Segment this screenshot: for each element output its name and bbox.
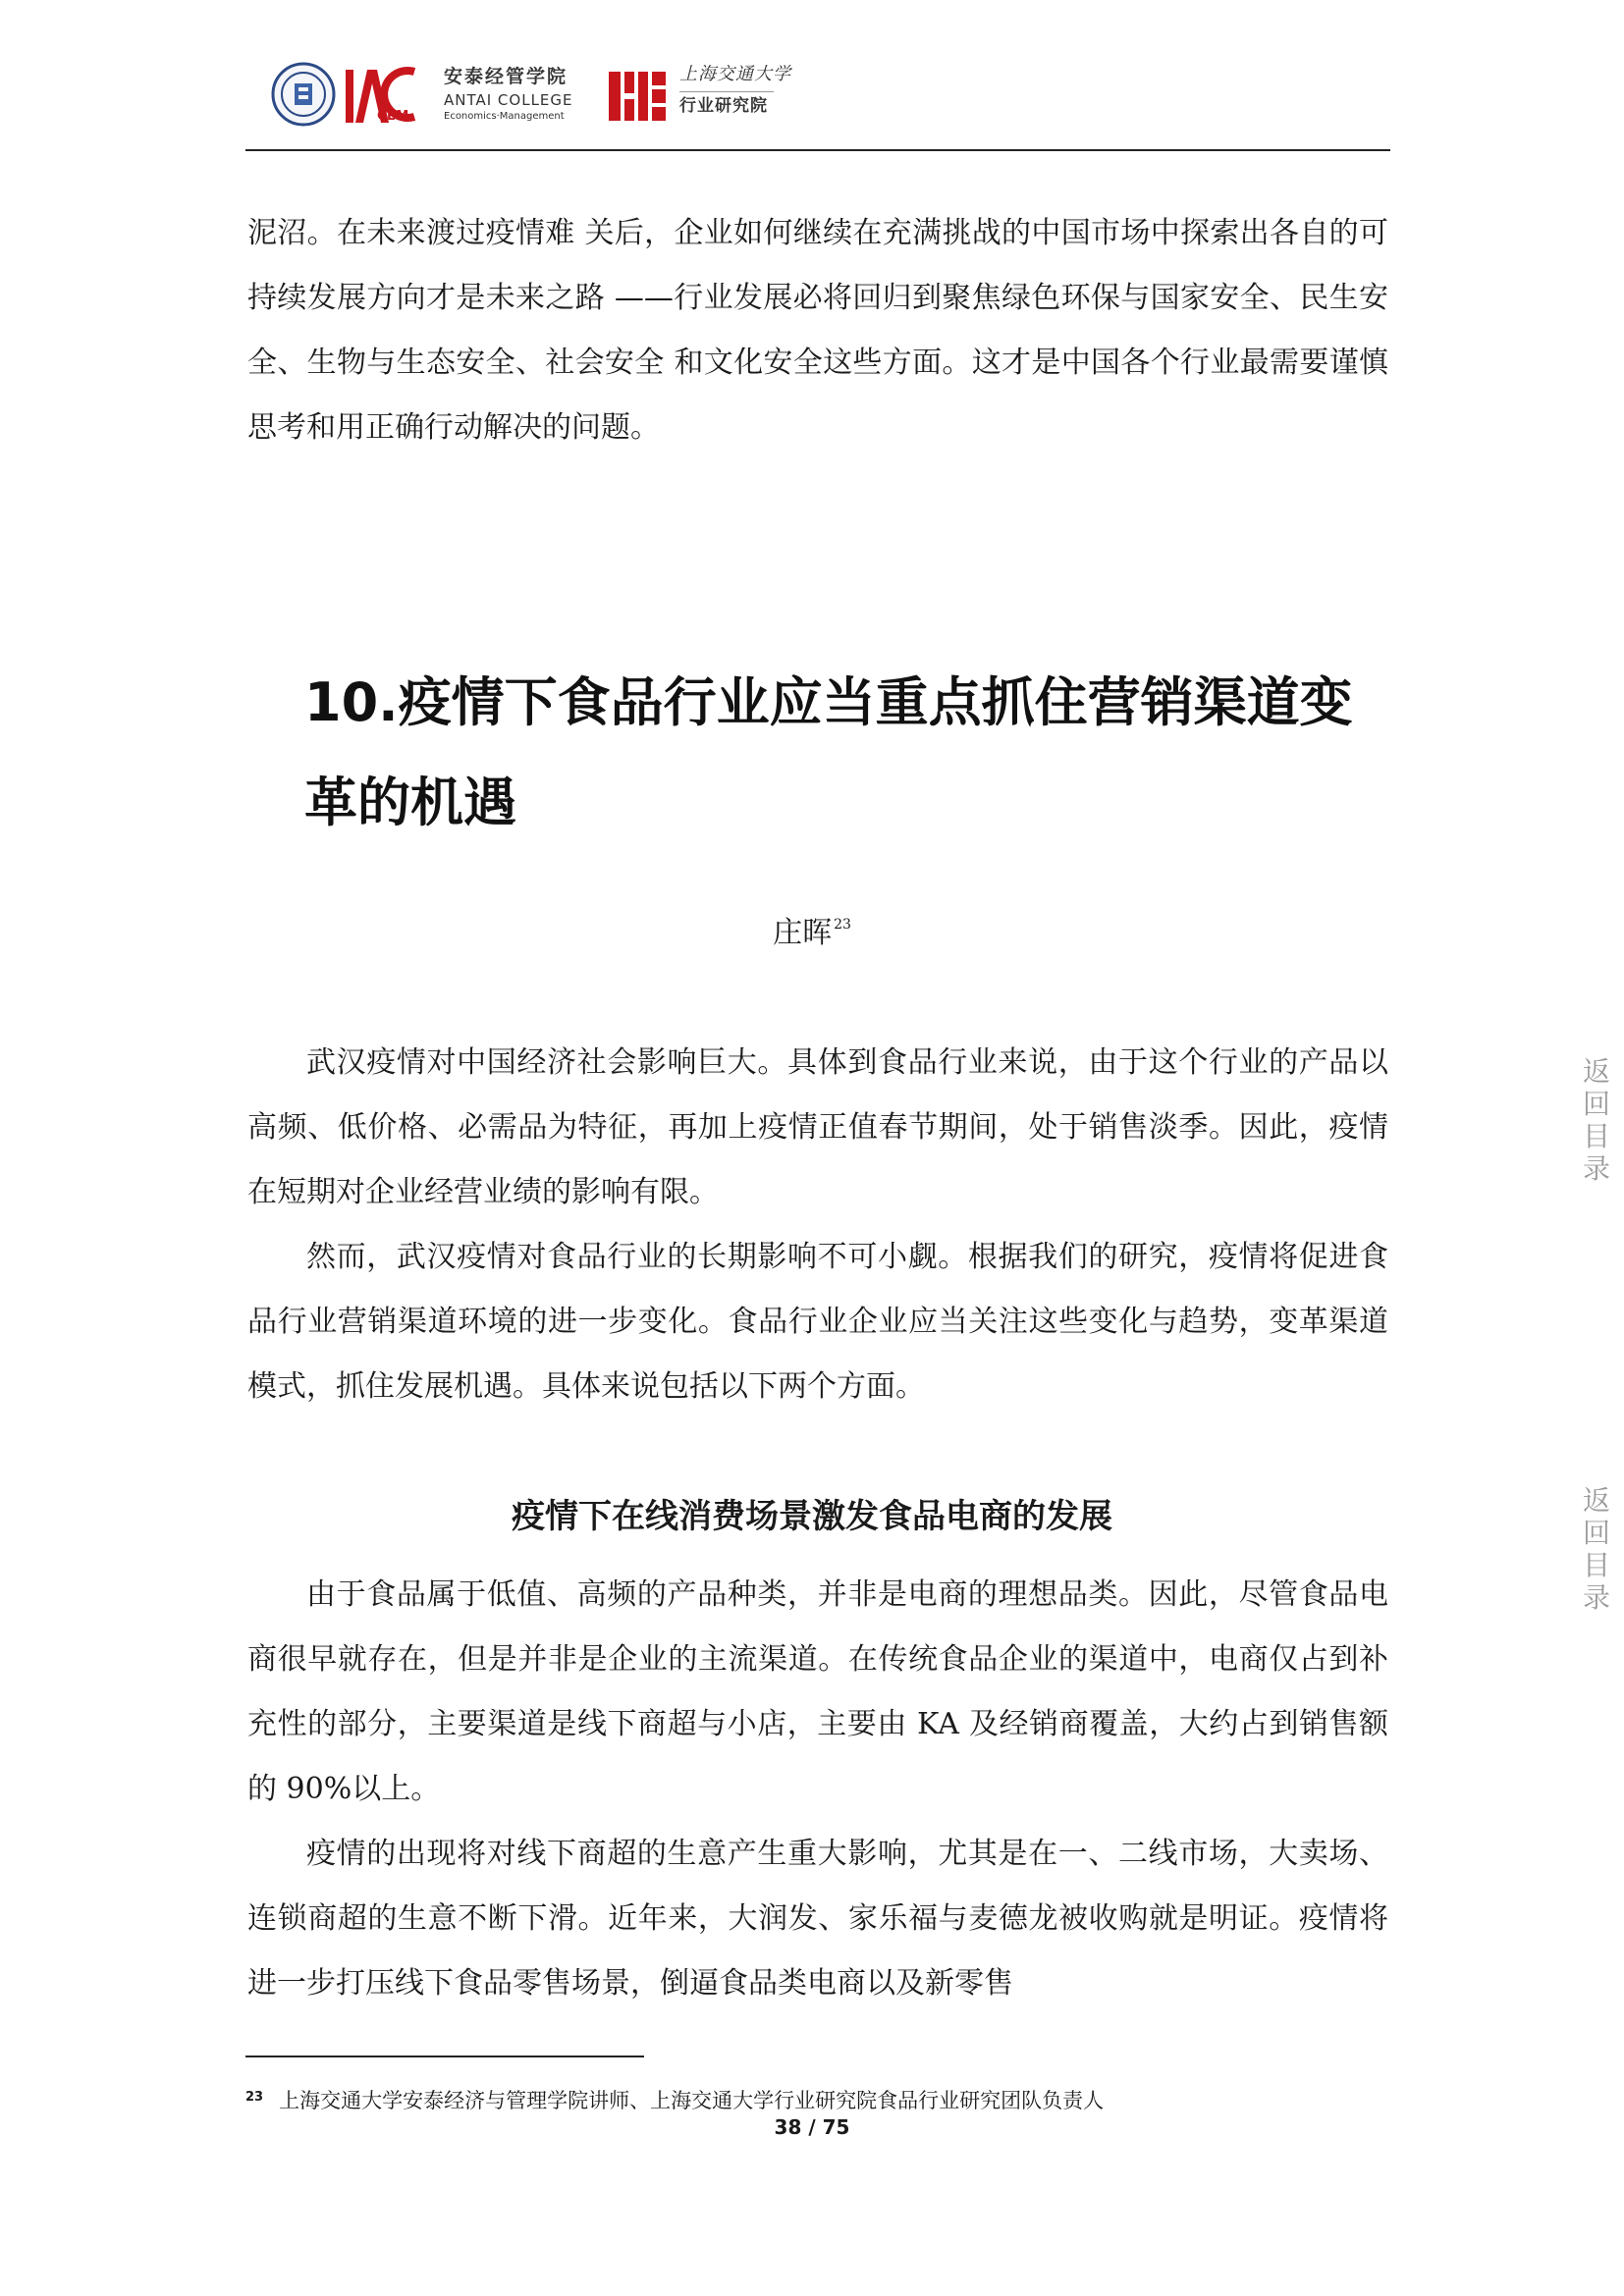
- footnote-number: 23: [245, 2090, 264, 2105]
- footnote-text: 上海交通大学安泰经济与管理学院讲师、上海交通大学行业研究院食品行业研究团队负责人: [279, 2089, 1105, 2112]
- section-paragraph-2: 疫情的出现将对线下商超的生意产生重大影响，尤其是在一、二线市场，大卖场、连锁商超的生意不断下滑。近年来，大润发、家乐福与麦德龙被收购就是明证。疫情将进一步打压线下食品零售场景，倒逼食品类电商以及新零售: [247, 1837, 1388, 2001]
- chapter-title: 10.疫情下食品行业应当重点抓住营销渠道变革的机遇: [304, 671, 1353, 833]
- return-toc-link-1[interactable]: 返回目录: [1582, 1055, 1610, 1185]
- page-header: [245, 54, 1390, 150]
- institute-mark-logo: [607, 66, 668, 127]
- institute-wordmark: [679, 66, 791, 115]
- return-toc-link-2[interactable]: 返回目录: [1582, 1484, 1610, 1614]
- author-footnote-ref[interactable]: 23: [834, 917, 851, 933]
- footnote-divider: [245, 2056, 644, 2057]
- footnote: [245, 2083, 1394, 2115]
- institute-name: 行业研究院: [679, 96, 768, 116]
- page-number: 38 / 75: [774, 2115, 850, 2139]
- antai-cn-name: 安泰经管学院: [444, 66, 568, 87]
- sjtu-name: 上海交通大学: [679, 64, 791, 84]
- antai-en-name: ANTAI COLLEGE: [444, 91, 573, 109]
- body-paragraph-1: 武汉疫情对中国经济社会影响巨大。具体到食品行业来说，由于这个行业的产品以高频、低价格、必需品为特征，再加上疫情正值春节期间，处于销售淡季。因此，疫情在短期对企业经营业绩的影响有限。: [247, 1045, 1388, 1209]
- section-paragraph-1: 由于食品属于低值、高频的产品种类，并非是电商的理想品类。因此，尽管食品电商很早就存在，但是并非是企业的主流渠道。在传统食品企业的渠道中，电商仅占到补充性的部分，主要渠道是线下商超与小店，主要由 KA 及经销商覆盖，大约占到销售额的 90%以上。: [247, 1577, 1388, 1806]
- body-paragraph-2: 然而，武汉疫情对食品行业的长期影响不可小觑。根据我们的研究，疫情将促进食品行业营销渠道环境的进一步变化。食品行业企业应当关注这些变化与趋势，变革渠道模式，抓住发展机遇。具体来说包括以下两个方面。: [247, 1240, 1388, 1404]
- intro-paragraph: 泥沼。在未来渡过疫情难 关后，企业如何继续在充满挑战的中国市场中探索出各自的可持续发展方向才是未来之路 ——行业发展必将回归到聚焦绿色环保与国家安全、民生安全、生物与生态安全、社会安全 和文化安全这些方面。这才是中国各个行业最需要谨慎思考和用正确行动解决的问题。: [247, 216, 1388, 445]
- header-divider: [245, 149, 1390, 151]
- wordmark-divider: [679, 91, 774, 92]
- antai-en-sub: Economics·Management: [444, 111, 565, 122]
- author-name: 庄晖: [773, 916, 833, 950]
- sjtu-seal-logo: [271, 62, 336, 127]
- section-subheading: 疫情下在线消费场景激发食品电商的发展: [512, 1497, 1112, 1536]
- author-line: [0, 908, 1624, 951]
- acem-logo-tag: CEM: [377, 109, 409, 124]
- antai-college-wordmark: [444, 68, 573, 122]
